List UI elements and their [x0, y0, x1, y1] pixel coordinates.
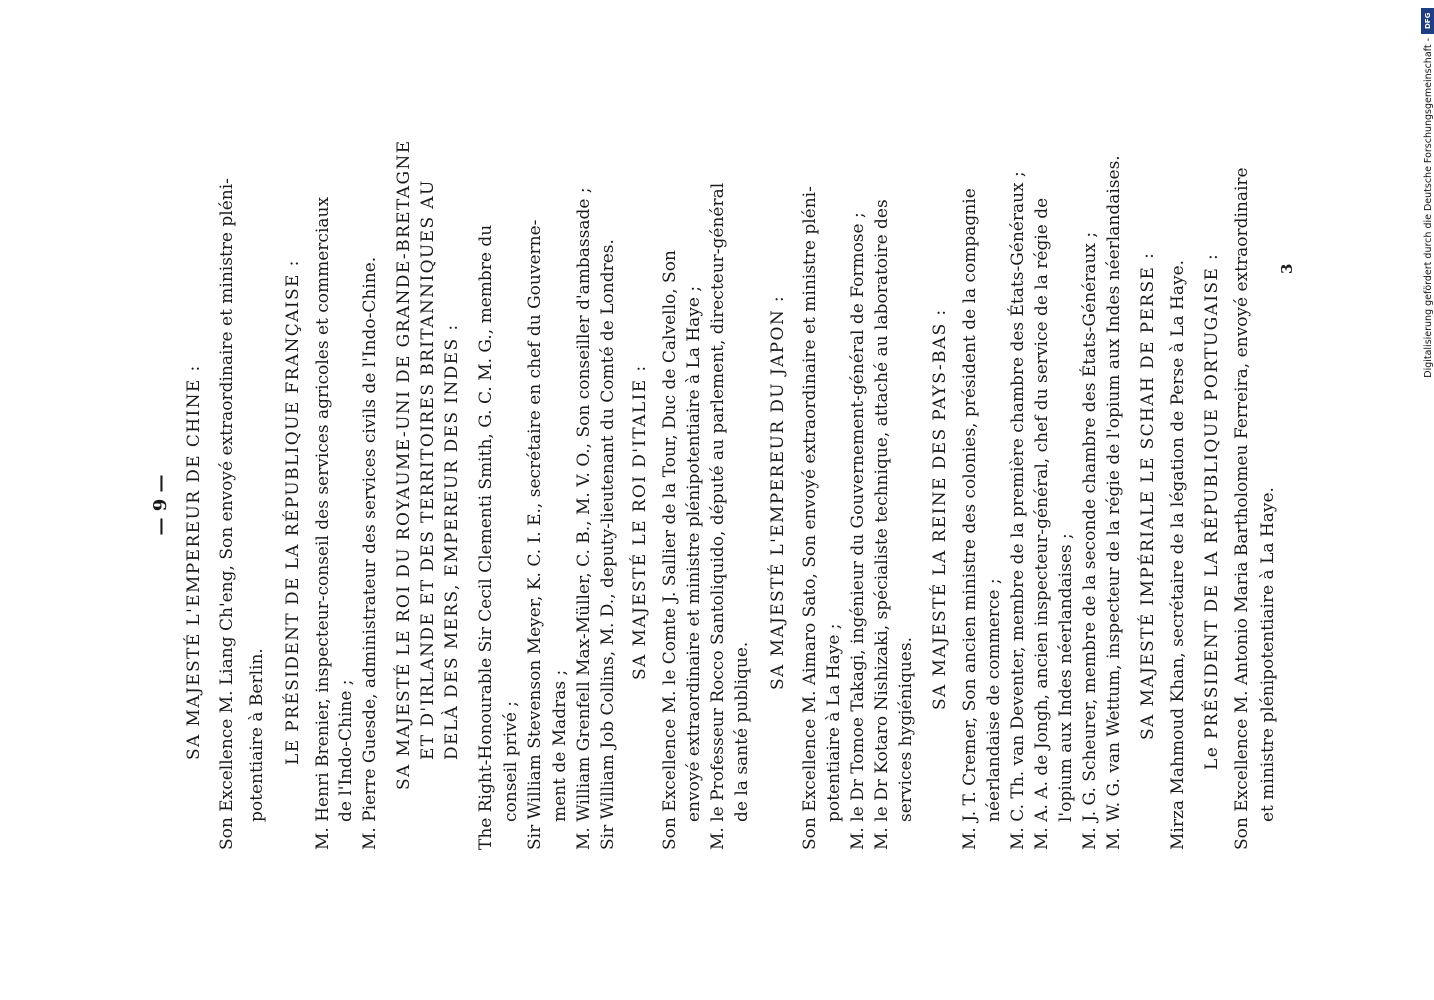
- section-line: The Right-Honourable Sir Cecil Clementi Smith, G. C. M. G., membre du: [476, 224, 496, 850]
- section-line: potentiaire à La Haye ;: [824, 623, 844, 822]
- section-line: M. C. Th. van Deventer, membre de la première chambre des États-Généraux ;: [1008, 171, 1028, 850]
- section-line: de l'Indo-Chine ;: [336, 679, 356, 822]
- section-heading-continued: DELÀ DES MERS, EMPEREUR DES INDES :: [442, 323, 462, 760]
- section-line: Son Excellence M. Liang Ch'eng, Son envoyé extraordinaire et ministre pléni-: [217, 178, 237, 850]
- section-line: envoyé extraordinaire et ministre plénipotentiaire à La Haye ;: [684, 285, 704, 822]
- section-line: services hygiéniques.: [896, 637, 916, 822]
- section-heading-france: LE PRÉSIDENT DE LA RÉPUBLIQUE FRANÇAISE :: [283, 259, 303, 765]
- section-heading-persia: SA MAJESTÉ IMPÉRIALE LE SCHAH DE PERSE :: [1138, 251, 1158, 740]
- section-heading-portugal: Le PRÉSIDENT DE LA RÉPUBLIQUE PORTUGAISE :: [1202, 252, 1222, 770]
- section-line: Sir William Job Collins, M. D., deputy-lieutenant du Comté de Londres.: [598, 239, 618, 850]
- section-line: l'opium aux Indes néerlandaises ;: [1056, 533, 1076, 822]
- section-heading-netherlands: SA MAJESTÉ LA REINE DES PAYS-BAS :: [930, 308, 950, 710]
- section-heading-united-kingdom: SA MAJESTÉ LE ROI DU ROYAUME-UNI DE GRANDE-BRETAGNE: [394, 139, 414, 790]
- dfg-logo: DFG: [1421, 8, 1434, 34]
- section-heading-japan: SA MAJESTÉ L'EMPEREUR DU JAPON :: [768, 294, 788, 690]
- credit-text: Digitalisierung gefördert durch die Deutsche Forschungsgemeinschaft -: [1422, 38, 1434, 378]
- section-line: M. le Professeur Rocco Santoliquido, député au parlement, directeur-général: [708, 182, 728, 850]
- section-line: potentiaire à Berlin.: [247, 648, 267, 822]
- rotated-text-block: [150, 139, 1350, 850]
- section-line: M. J. G. Scheurer, membre de la seconde chambre des États-Généraux ;: [1080, 231, 1100, 850]
- section-line: et ministre plénipotentiaire à La Haye.: [1258, 487, 1278, 822]
- section-line: M. le Dr Tomoe Takagi, ingénieur du Gouvernement-général de Formose ;: [848, 212, 868, 850]
- section-line: Sir William Stevenson Meyer, K. C. I. E., secrétaire en chef du Gouverne-: [525, 219, 545, 850]
- digitization-credit: [1416, 8, 1434, 398]
- section-line: M. J. T. Cremer, Son ancien ministre des colonies, président de la compagnie: [960, 188, 980, 850]
- section-line: de la santé publique.: [732, 641, 752, 822]
- section-heading-china: SA MAJESTÉ L'EMPEREUR DE CHINE :: [184, 364, 204, 760]
- section-line: M. W. G. van Wettum, inspecteur de la régie de l'opium aux Indes néerlandaises.: [1104, 155, 1124, 850]
- section-heading-continued: ET D'IRLANDE ET DES TERRITOIRES BRITANNIQUES AU: [418, 179, 438, 760]
- sheet-number: 3: [1278, 263, 1296, 274]
- section-line: Son Excellence M. le Comte J. Sallier de la Tour, Duc de Calvello, Son: [660, 250, 680, 850]
- section-line: Son Excellence M. Aimaro Sato, Son envoyé extraordinaire et ministre pléni-: [800, 186, 820, 850]
- section-line: Son Excellence M. Antonio Maria Bartholomeu Ferreira, envoyé extraordinaire: [1232, 167, 1252, 850]
- section-line: néerlandaise de commerce ;: [984, 578, 1004, 822]
- section-line: conseil privé ;: [501, 700, 521, 822]
- section-line: M. Henri Brenier, inspecteur-conseil des services agricoles et commerciaux: [313, 196, 333, 850]
- section-line: ment de Madras ;: [550, 669, 570, 822]
- section-line: M. A. A. de Jongh, ancien inspecteur-général, chef du service de la régie de: [1032, 197, 1052, 850]
- page-header: — 9 —: [150, 474, 171, 536]
- section-line: M. le Dr Kotaro Nishizaki, spécialiste technique, attaché au laboratoire des: [872, 199, 892, 850]
- section-line: M. William Grenfell Max-Müller, C. B., M. V. O., Son conseiller d'ambassade ;: [574, 187, 594, 850]
- section-line: M. Pierre Guesde, administrateur des services civils de l'Indo-Chine.: [360, 256, 380, 850]
- section-heading-italy: SA MAJESTÉ LE ROI D'ITALIE :: [630, 364, 650, 680]
- section-line: Mirza Mahmoud Khan, secrétaire de la légation de Perse à La Haye.: [1168, 259, 1188, 850]
